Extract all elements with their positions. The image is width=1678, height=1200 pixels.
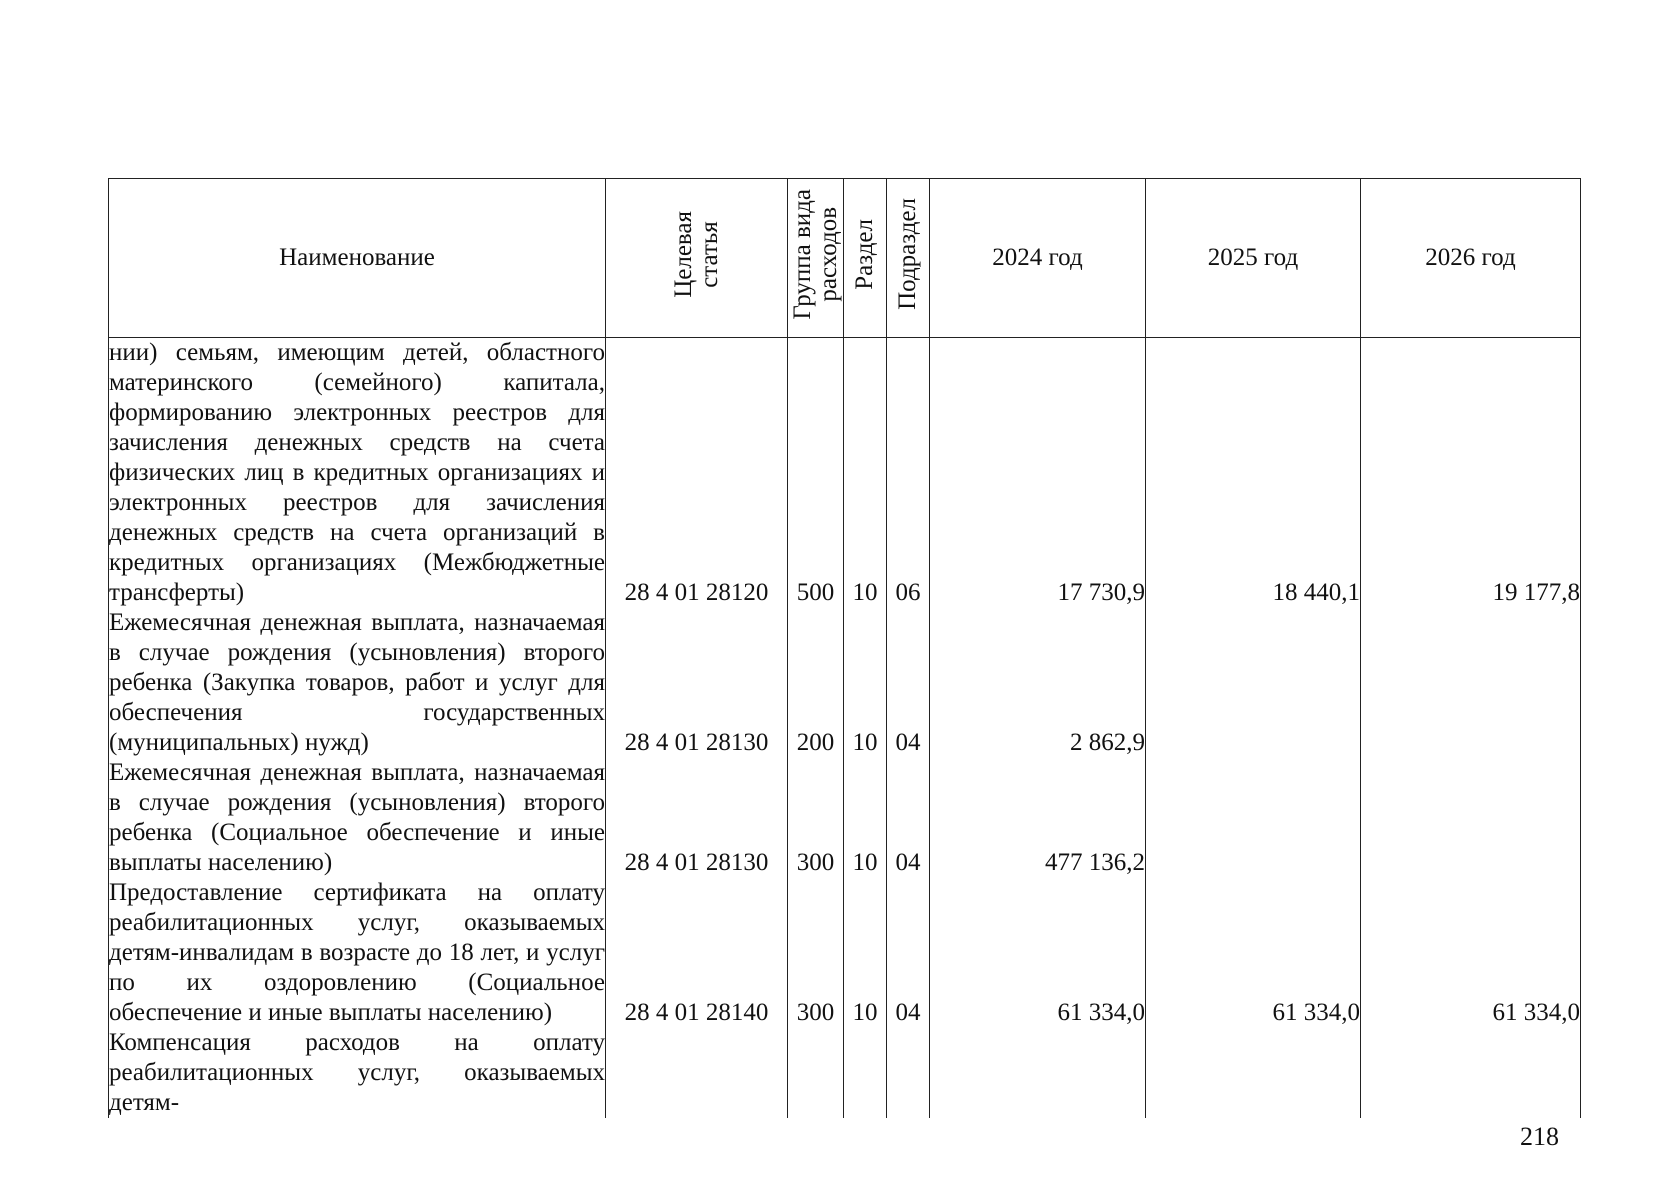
row-2024: 2 862,9	[930, 608, 1146, 758]
table-row	[109, 758, 1581, 878]
header-name: Наименование	[109, 179, 606, 338]
row-group: 300	[788, 878, 844, 1028]
header-2024: 2024 год	[930, 179, 1146, 338]
row-2024: 17 730,9	[930, 338, 1146, 609]
budget-table-wrapper	[108, 178, 1580, 1118]
row-section: 10	[844, 758, 887, 878]
row-group: 500	[788, 338, 844, 609]
header-row	[109, 179, 1581, 338]
row-target-code: 28 4 01 28120	[606, 338, 788, 609]
table-row	[109, 338, 1581, 609]
row-name: Компенсация расходов на оплату реабилитационных услуг, оказываемых детям-	[109, 1029, 605, 1116]
row-2025	[1146, 758, 1361, 878]
row-subsection: 04	[887, 878, 930, 1028]
row-group: 300	[788, 758, 844, 878]
row-subsection: 06	[887, 338, 930, 609]
row-section: 10	[844, 608, 887, 758]
row-target-code: 28 4 01 28130	[606, 608, 788, 758]
row-2024	[930, 1028, 1146, 1118]
row-2024: 61 334,0	[930, 878, 1146, 1028]
row-2026	[1361, 608, 1581, 758]
row-subsection: 04	[887, 608, 930, 758]
page-number: 218	[1520, 1122, 1559, 1151]
row-2025	[1146, 608, 1361, 758]
table-row	[109, 1028, 1581, 1118]
row-section	[844, 1028, 887, 1118]
row-2026	[1361, 758, 1581, 878]
row-group	[788, 1028, 844, 1118]
header-2025: 2025 год	[1146, 179, 1361, 338]
header-section: Раздел	[844, 179, 887, 338]
row-section: 10	[844, 338, 887, 609]
header-2026: 2026 год	[1361, 179, 1581, 338]
row-2025	[1146, 1028, 1361, 1118]
header-target: Целевая статья	[606, 179, 788, 338]
row-name: нии) семьям, имеющим детей, областного материнского (семейного) капитала, формированию электронных реестров для зачисления денежных средств на счета физических лиц в кредитных организациях и электронных реестров для зачисления денежных средств на счета организаций в кредитных организациях (Межбюджетные трансферты)	[109, 339, 605, 606]
row-target-code: 28 4 01 28130	[606, 758, 788, 878]
row-name: Ежемесячная денежная выплата, назначаемая в случае рождения (усыновления) второго ребенка (Социальное обеспечение и иные выплаты населению)	[109, 759, 605, 876]
row-2026	[1361, 1028, 1581, 1118]
row-target-code	[606, 1028, 788, 1118]
row-section: 10	[844, 878, 887, 1028]
row-target-code: 28 4 01 28140	[606, 878, 788, 1028]
row-subsection	[887, 1028, 930, 1118]
row-group: 200	[788, 608, 844, 758]
row-name: Предоставление сертификата на оплату реабилитационных услуг, оказываемых детям-инвалидам в возрасте до 18 лет, и услуг по их оздоровлению (Социальное обеспечение и иные выплаты населению)	[109, 879, 605, 1026]
row-2026: 61 334,0	[1361, 878, 1581, 1028]
table-row	[109, 878, 1581, 1028]
row-subsection: 04	[887, 758, 930, 878]
header-group: Группа вида расходов	[788, 179, 844, 338]
row-2026: 19 177,8	[1361, 338, 1581, 609]
table-row	[109, 608, 1581, 758]
row-2024: 477 136,2	[930, 758, 1146, 878]
row-2025: 18 440,1	[1146, 338, 1361, 609]
budget-table	[108, 178, 1581, 1118]
row-name: Ежемесячная денежная выплата, назначаемая в случае рождения (усыновления) второго ребенка (Закупка товаров, работ и услуг для обеспечения государственных (муниципальных) нужд)	[109, 609, 605, 756]
row-2025: 61 334,0	[1146, 878, 1361, 1028]
header-subsection: Подраздел	[887, 179, 930, 338]
